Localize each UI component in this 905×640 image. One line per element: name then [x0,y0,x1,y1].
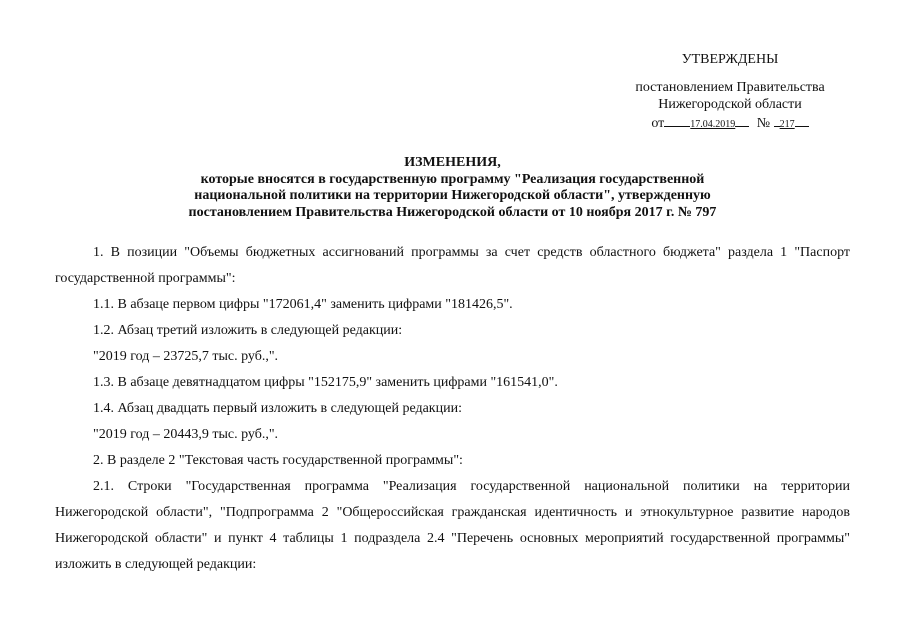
approval-date-line [600,115,860,132]
heading-line-1: ИЗМЕНЕНИЯ, [404,155,501,170]
heading-line-3: национальной политики на территории Нижегородской области", утвержденную [194,188,711,203]
approval-line-1: постановлением Правительства [635,80,825,95]
paragraph: "2019 год – 23725,7 тыс. руб.,". [93,349,279,364]
number-underline-end [795,115,809,127]
approval-line-2: Нижегородской области [658,97,802,112]
approval-number: 217 [779,119,795,130]
paragraph: 1.2. Абзац третий изложить в следующей редакции: [93,323,403,338]
paragraph: 1.4. Абзац двадцать первый изложить в следующей редакции: [93,401,462,416]
date-underline-end [735,115,749,127]
paragraph: 2. В разделе 2 "Текстовая часть государственной программы": [93,453,463,468]
date-underline [664,115,690,127]
number-sign: № [756,116,771,131]
heading-line-4: постановлением Правительства Нижегородской области от 10 ноября 2017 г. № 797 [188,204,717,220]
approval-title: УТВЕРЖДЕНЫ [681,52,779,67]
approval-date: 17.04.2019 [690,119,736,130]
document-body [55,240,850,578]
heading-line-2: которые вносятся в государственную программу "Реализация государственной [200,171,705,187]
document-heading [0,155,905,221]
paragraph: 2.1. Строки "Государственная программа "Реализация государственной национальной политики на территории Нижегородской области", "Подпрограмма 2 "Общероссийская гражданская идентичность и этнокультурное развитие народов Нижегородской области" и пункт 4 таблицы 1 подраздела 2.4 "Перечень основных мероприятий государственной программы" изложить в следующей редакции: [55,479,850,572]
date-prefix: от [651,116,665,131]
paragraph: 1. В позиции "Объемы бюджетных ассигнований программы за счет средств областного бюджета" раздела 1 "Паспорт государственной программы": [55,245,850,286]
paragraph: 1.1. В абзаце первом цифры "172061,4" заменить цифрами "181426,5". [93,297,513,312]
paragraph: "2019 год – 20443,9 тыс. руб.,". [93,427,279,442]
paragraph: 1.3. В абзаце девятнадцатом цифры "152175,9" заменить цифрами "161541,0". [93,375,558,390]
